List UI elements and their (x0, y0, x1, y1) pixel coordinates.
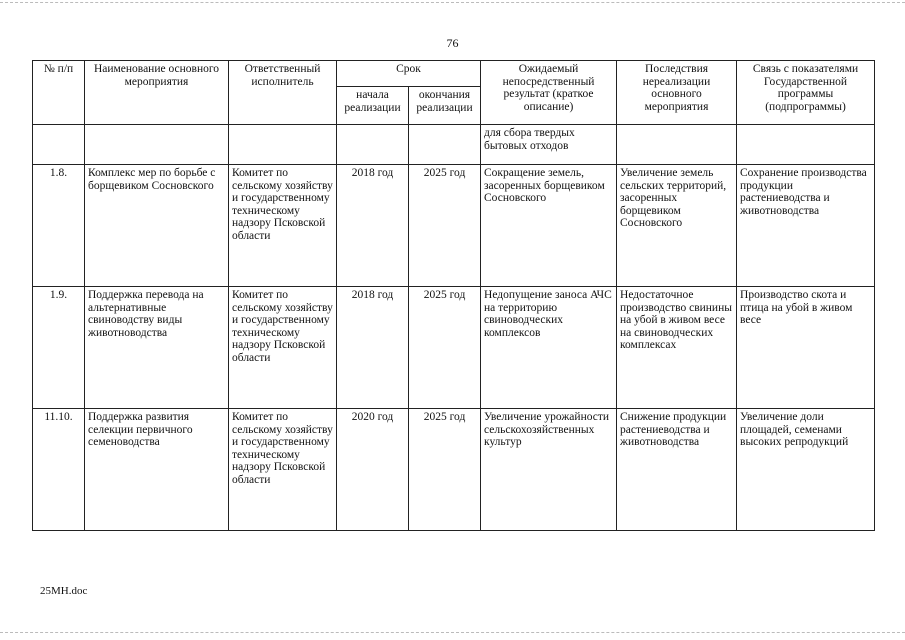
cell-end: 2025 год (409, 165, 481, 287)
cell-end: 2025 год (409, 409, 481, 531)
header-consequences: Последствия нереализации основного мероприятия (617, 61, 737, 125)
cell-empty (737, 125, 875, 165)
header-result: Ожидаемый непосредственный результат (краткое описание) (481, 61, 617, 125)
cell-start: 2020 год (337, 409, 409, 531)
cell-name: Комплекс мер по борьбе с борщевиком Сосновского (85, 165, 229, 287)
table-row (33, 165, 875, 287)
cell-name: Поддержка перевода на альтернативные свиноводству виды животноводства (85, 287, 229, 409)
cell-link: Увеличение доли площадей, семенами высоких репродукций (737, 409, 875, 531)
footer-filename: 25MH.doc (40, 585, 88, 597)
header-start: начала реализации (337, 87, 409, 125)
header-link: Связь с показателями Государственной программы (подпрограммы) (737, 61, 875, 125)
cell-result: Недопущение заноса АЧС на территорию свиноводческих комплексов (481, 287, 617, 409)
cell-num: 11.10. (33, 409, 85, 531)
table-row-continuation (33, 125, 875, 165)
cell-empty (85, 125, 229, 165)
table-row (33, 287, 875, 409)
cell-empty (33, 125, 85, 165)
page-number: 76 (446, 36, 459, 50)
scan-edge-bottom (0, 632, 905, 633)
cell-empty (409, 125, 481, 165)
cell-start: 2018 год (337, 165, 409, 287)
cell-consequences: Недостаточное производство свинины на убой в живом весе на свиноводческих комплексах (617, 287, 737, 409)
cell-empty (337, 125, 409, 165)
cell-link: Сохранение производства продукции растениеводства и животноводства (737, 165, 875, 287)
cell-empty (229, 125, 337, 165)
table-row (33, 409, 875, 531)
cell-link: Производство скота и птица на убой в живом весе (737, 287, 875, 409)
header-responsible: Ответственный исполнитель (229, 61, 337, 125)
header-term: Срок (337, 61, 481, 87)
cell-start: 2018 год (337, 287, 409, 409)
cell-consequences: Увеличение земель сельских территорий, засоренных борщевиком Сосновского (617, 165, 737, 287)
measures-table (32, 60, 875, 531)
cell-result: для сбора твердых бытовых отходов (481, 125, 617, 165)
cell-num: 1.9. (33, 287, 85, 409)
cell-result: Сокращение земель, засоренных борщевиком Сосновского (481, 165, 617, 287)
header-end: окончания реализации (409, 87, 481, 125)
cell-consequences: Снижение продукции растениеводства и животноводства (617, 409, 737, 531)
cell-end: 2025 год (409, 287, 481, 409)
cell-responsible: Комитет по сельскому хозяйству и государственному техническому надзору Псковской области (229, 409, 337, 531)
cell-name: Поддержка развития селекции первичного семеноводства (85, 409, 229, 531)
cell-num: 1.8. (33, 165, 85, 287)
header-name: Наименование основного мероприятия (85, 61, 229, 125)
header-num: № п/п (33, 61, 85, 125)
header-row-1 (33, 61, 875, 87)
cell-empty (617, 125, 737, 165)
cell-result: Увеличение урожайности сельскохозяйственных культур (481, 409, 617, 531)
cell-responsible: Комитет по сельскому хозяйству и государственному техническому надзору Псковской области (229, 287, 337, 409)
scan-edge-top (0, 2, 905, 3)
cell-responsible: Комитет по сельскому хозяйству и государственному техническому надзору Псковской области (229, 165, 337, 287)
